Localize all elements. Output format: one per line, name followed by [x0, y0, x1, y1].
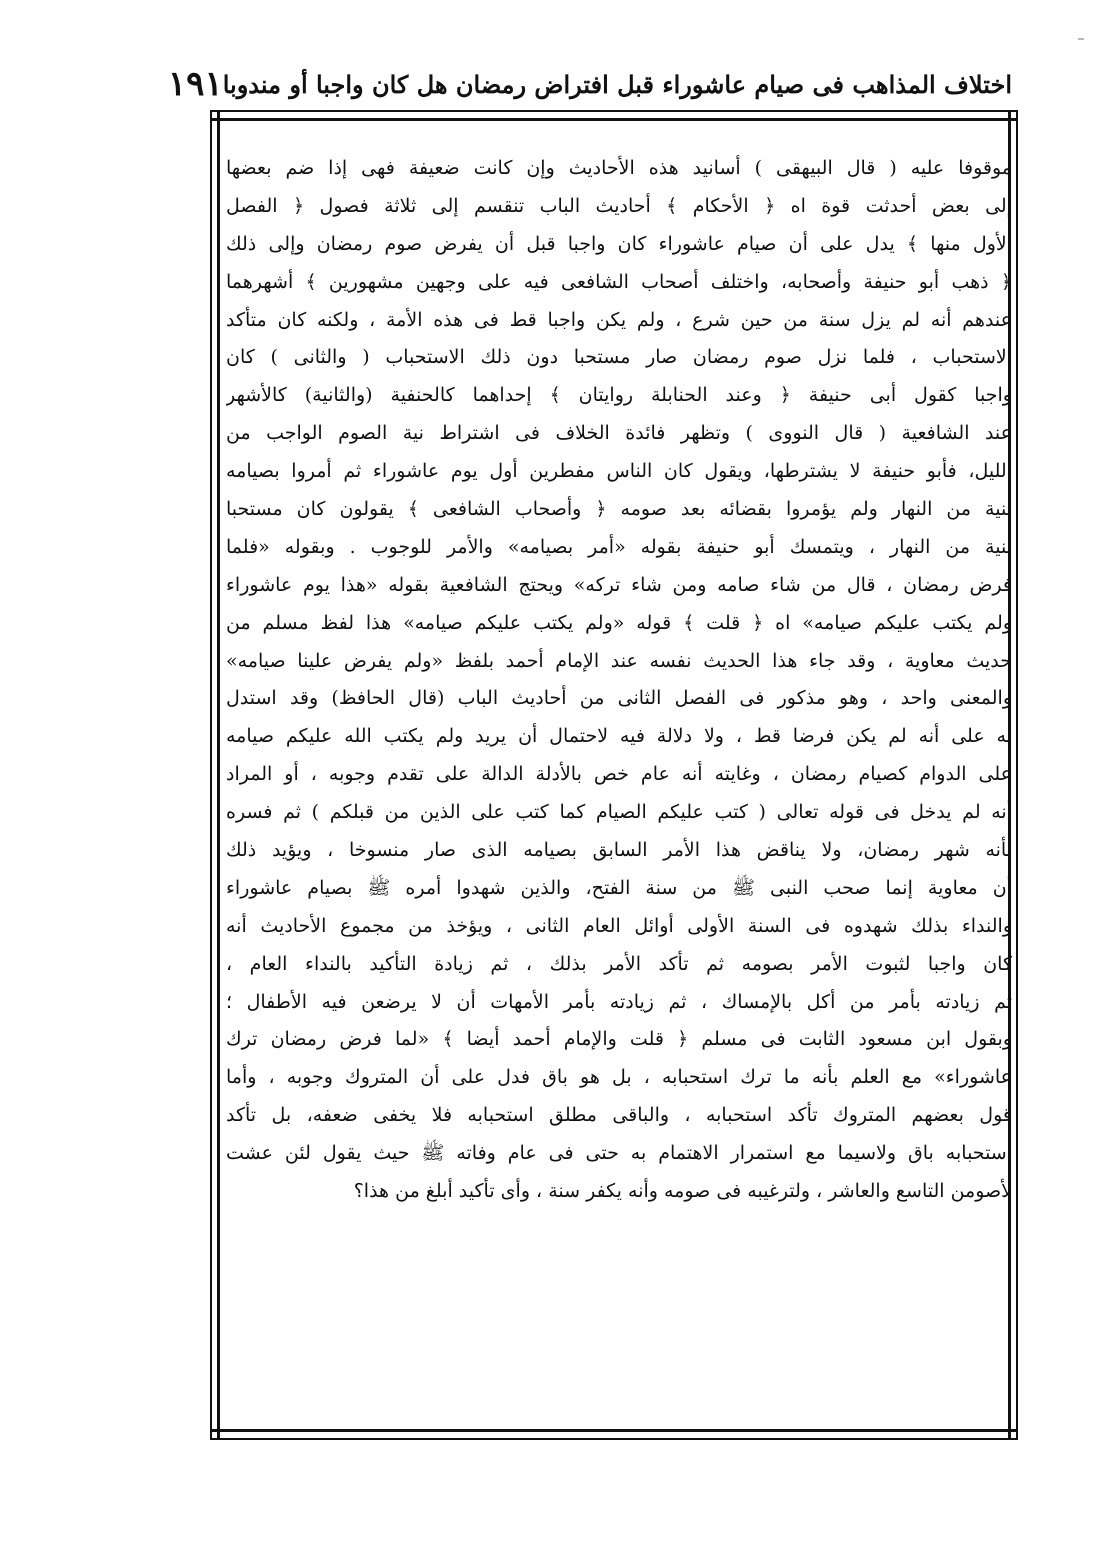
border-left-outer — [210, 110, 212, 1440]
page-corner-mark — [1078, 38, 1084, 40]
border-bottom-inner — [210, 1429, 1018, 1432]
border-left-inner — [217, 110, 220, 1440]
text-line: أن معاوية إنما صحب النبى ﷺ من سنة الفتح، والذين شهدوا أمره ﷺ بصيام عاشوراء — [226, 876, 1012, 899]
text-line: كان واجبا لثبوت الأمر بصومه ثم تأكد الأمر بذلك ، ثم زيادة التأكيد بالنداء العام ، — [226, 952, 1012, 975]
text-line: بنية من النهار ، ويتمسك أبو حنيفة بقوله «أمر بصيامه» والأمر للوجوب . وبقوله «فلما — [226, 535, 1012, 558]
text-line: الليل، فأبو حنيفة لا يشترطها، ويقول كان الناس مفطرين أول يوم عاشوراء ثم أمروا بصيامه — [226, 460, 1012, 483]
border-bottom-outer — [210, 1438, 1018, 1440]
border-right-outer — [1016, 110, 1018, 1440]
page-number: ١٩١ — [167, 64, 223, 104]
text-line: والنداء بذلك شهدوه فى السنة الأولى أوائل العام الثانى ، ويؤخذ من مجموع الأحاديث أنه — [226, 914, 1012, 937]
text-line: ثم زيادته بأمر من أكل بالإمساك ، ثم زيادته بأمر الأمهات أن لا يرضعن فيه الأطفال ؛ — [226, 990, 1012, 1013]
text-line: إلى بعض أحدثت قوة اه ﴿ الأحكام ﴾ أحاديث الباب تنقسم إلى ثلاثة فصول ﴿ الفصل — [226, 194, 1012, 217]
text-line: عاشوراء» مع العلم بأنه ما ترك استحبابه ، بل هو باق فدل على أن المتروك وجوبه ، وأما — [226, 1066, 1012, 1089]
text-line: على الدوام كصيام رمضان ، وغايته أنه عام خص بالأدلة الدالة على تقدم وجوبه ، أو المراد — [226, 763, 1012, 786]
text-line: به على أنه لم يكن فرضا قط ، ولا دلالة فيه لاحتمال أن يريد ولم يكتب الله عليكم صيامه — [226, 725, 1012, 748]
text-line: استحبابه باق ولاسيما مع استمرار الاهتمام به حتى فى عام وفاته ﷺ حيث يقول لئن عشت — [226, 1142, 1012, 1165]
text-line: عندهم أنه لم يزل سنة من حين شرع ، ولم يكن واجبا قط فى هذه الأمة ، ولكنه كان متأكد — [226, 308, 1012, 331]
body-text — [226, 150, 1012, 1211]
text-line: ﴿ ذهب أبو حنيفة وأصحابه، واختلف أصحاب الشافعى فيه على وجهين مشهورين ﴾ أشهرهما — [226, 270, 1012, 293]
text-line: فرض رمضان ، قال من شاء صامه ومن شاء تركه» ويحتج الشافعية بقوله «هذا يوم عاشوراء — [226, 573, 1012, 596]
text-line: بأنه شهر رمضان، ولا يناقض هذا الأمر السابق بصيامه الذى صار منسوخا ، ويؤيد ذلك — [226, 839, 1012, 862]
text-line: واجبا كقول أبى حنيفة ﴿ وعند الحنابلة روايتان ﴾ إحداهما كالحنفية (والثانية) كالأشهر — [226, 384, 1012, 407]
text-line: حديث معاوية ، وقد جاء هذا الحديث نفسه عند الإمام أحمد بلفظ «ولم يفرض علينا صيامه» — [226, 649, 1012, 672]
text-line: وبقول ابن مسعود الثابت فى مسلم ﴿ قلت والإمام أحمد أيضا ﴾ «لما فرض رمضان ترك — [226, 1028, 1012, 1051]
text-line: قول بعضهم المتروك تأكد استحبابه ، والباقى مطلق استحبابه فلا يخفى ضعفه، بل تأكد — [226, 1104, 1012, 1127]
text-line: عند الشافعية ( قال النووى ) وتظهر فائدة الخلاف فى اشتراط نية الصوم الواجب من — [226, 422, 1012, 445]
border-top-outer — [210, 110, 1018, 112]
border-top-inner — [210, 118, 1018, 121]
running-title: اختلاف المذاهب فى صيام عاشوراء قبل افتراض رمضان هل كان واجبا أو مندوبا — [222, 69, 1012, 99]
text-line: أنه لم يدخل فى قوله تعالى ( كتب عليكم الصيام كما كتب على الذين من قبلكم ) ثم فسره — [226, 801, 1012, 824]
page-header — [167, 62, 1012, 106]
text-line: لأصومن التاسع والعاشر ، ولترغيبه فى صومه وأنه يكفر سنة ، وأى تأكيد أبلغ من هذا؟ — [353, 1180, 1012, 1203]
text-line: الاستحباب ، فلما نزل صوم رمضان صار مستحبا دون ذلك الاستحباب ( والثانى ) كان — [226, 346, 1012, 369]
text-line: موقوفا عليه ( قال البيهقى ) أسانيد هذه الأحاديث وإن كانت ضعيفة فهى إذا ضم بعضها — [226, 157, 1012, 179]
text-line: الأول منها ﴾ يدل على أن صيام عاشوراء كان واجبا قبل أن يفرض صوم رمضان وإلى ذلك — [226, 232, 1012, 255]
text-line: ولم يكتب عليكم صيامه» اه ﴿ قلت ﴾ قوله «ولم يكتب عليكم صيامه» هذا لفظ مسلم من — [226, 611, 1012, 634]
text-line: والمعنى واحد ، وهو مذكور فى الفصل الثانى من أحاديث الباب (قال الحافظ) وقد استدل — [226, 687, 1012, 710]
text-line: بنية من النهار ولم يؤمروا بقضائه بعد صومه ﴿ وأصحاب الشافعى ﴾ يقولون كان مستحبا — [226, 498, 1012, 521]
